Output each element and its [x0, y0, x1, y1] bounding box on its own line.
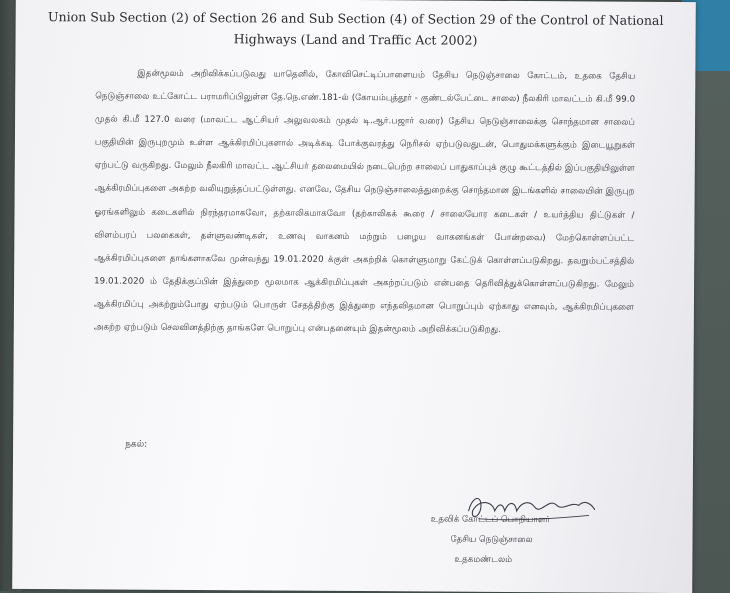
heading-line-2: Highways (Land and Traffic Act 2002)	[233, 31, 478, 48]
heading-line-1: Union Sub Section (2) of Section 26 and Sub Section (4) of Section 29 of the Control of National	[47, 9, 664, 28]
notice-heading	[46, 6, 666, 52]
signatory-block	[430, 509, 630, 570]
signatory-department: தேசிய நெடுஞ்சாலை	[450, 534, 533, 546]
signatory-designation: உதவிக் கோட்டப் பொறியாளர்	[430, 514, 551, 526]
notice-paper	[12, 0, 696, 593]
signatory-location: உதகமண்டலம்	[454, 554, 513, 565]
notice-body: இதன்மூலம் அறிவிக்கப்படுவது யாதெனில், கோவிசெட்டிப்பாளையம் தேசிய நெடுஞ்சாலை கோட்டம், உதகை தேசிய நெடுஞ்சாலை உட்கோட்ட பராமரிப்பிலுள்ள தே.நெ.எண்.181-ல் (கோயம்புத்தூர் - குண்டல்பேட்டை சாலை) நீலகிரி மாவட்டம் கி.மீ 99.0 முதல் கி.மீ 127.0 வரை (மாவட்ட ஆட்சியர் அலுவலகம் முதல் டி.ஆர்.பஜார் வரை) தேசிய நெடுஞ்சாலைக்கு சொந்தமான சாலைப் பகுதியின் இருபுறமும் உள்ள ஆக்கிரமிப்புகளால் அடிக்கடி போக்குவரத்து நெரிசல் ஏற்படுவதுடன், பொதுமக்களுக்கும் இடையூறுகள் ஏற்பட்டு வருகிறது. மேலும் நீலகிரி மாவட்ட ஆட்சியர் தலைமையில் நடைபெற்ற சாலைப் பாதுகாப்புக் குழு கூட்டத்தில் இப்பகுதியிலுள்ள ஆக்கிரமிப்புகளை அகற்ற வலியுறுத்தப்பட்டுள்ளது. எனவே, தேசிய நெடுஞ்சாலைத்துறைக்கு சொந்தமான இடங்களில் சாலையின் இருபுற ஓரங்களிலும் கடைகளில் நிரந்தரமாகவோ, தற்காலிகமாகவோ (தற்காலிகக் கூரை / சாலையோர கடைகள் / உயர்த்திய திட்டுகள் / விளம்பரப் பலகைகள், தள்ளுவண்டிகள், உணவு வாகனம் மற்றும் பழைய வாகனங்கள் போன்றவை) மேற்கொள்ளப்பட்ட ஆக்கிரமிப்புகளை தாங்களாகவே முன்வந்து 19.01.2020 க்குள் அகற்றிக் கொள்ளுமாறு கேட்டுக் கொள்ளப்படுகிறது. தவறும்பட்சத்தில் 19.01.2020 ம் தேதிக்குப்பின் இத்துறை மூலமாக ஆக்கிரமிப்புகள் அகற்றப்படும் என்பதை தெரிவித்துக்கொள்ளப்படுகிறது. மேலும் ஆக்கிரமிப்பு அகற்றும்போது ஏற்படும் பொருள் சேதத்திற்கு இத்துறை எந்தவிதமான பொறுப்பும் ஏற்காது எனவும், ஆக்கிரமிப்புகளை அகற்ற ஏற்படும் செலவினத்திற்கு தாங்களே பொறுப்பு என்பதனையும் இதன்மூலம் அறிவிக்கப்படுகிறது.	[93, 68, 636, 335]
copy-to-label: நகல்:	[125, 439, 148, 450]
